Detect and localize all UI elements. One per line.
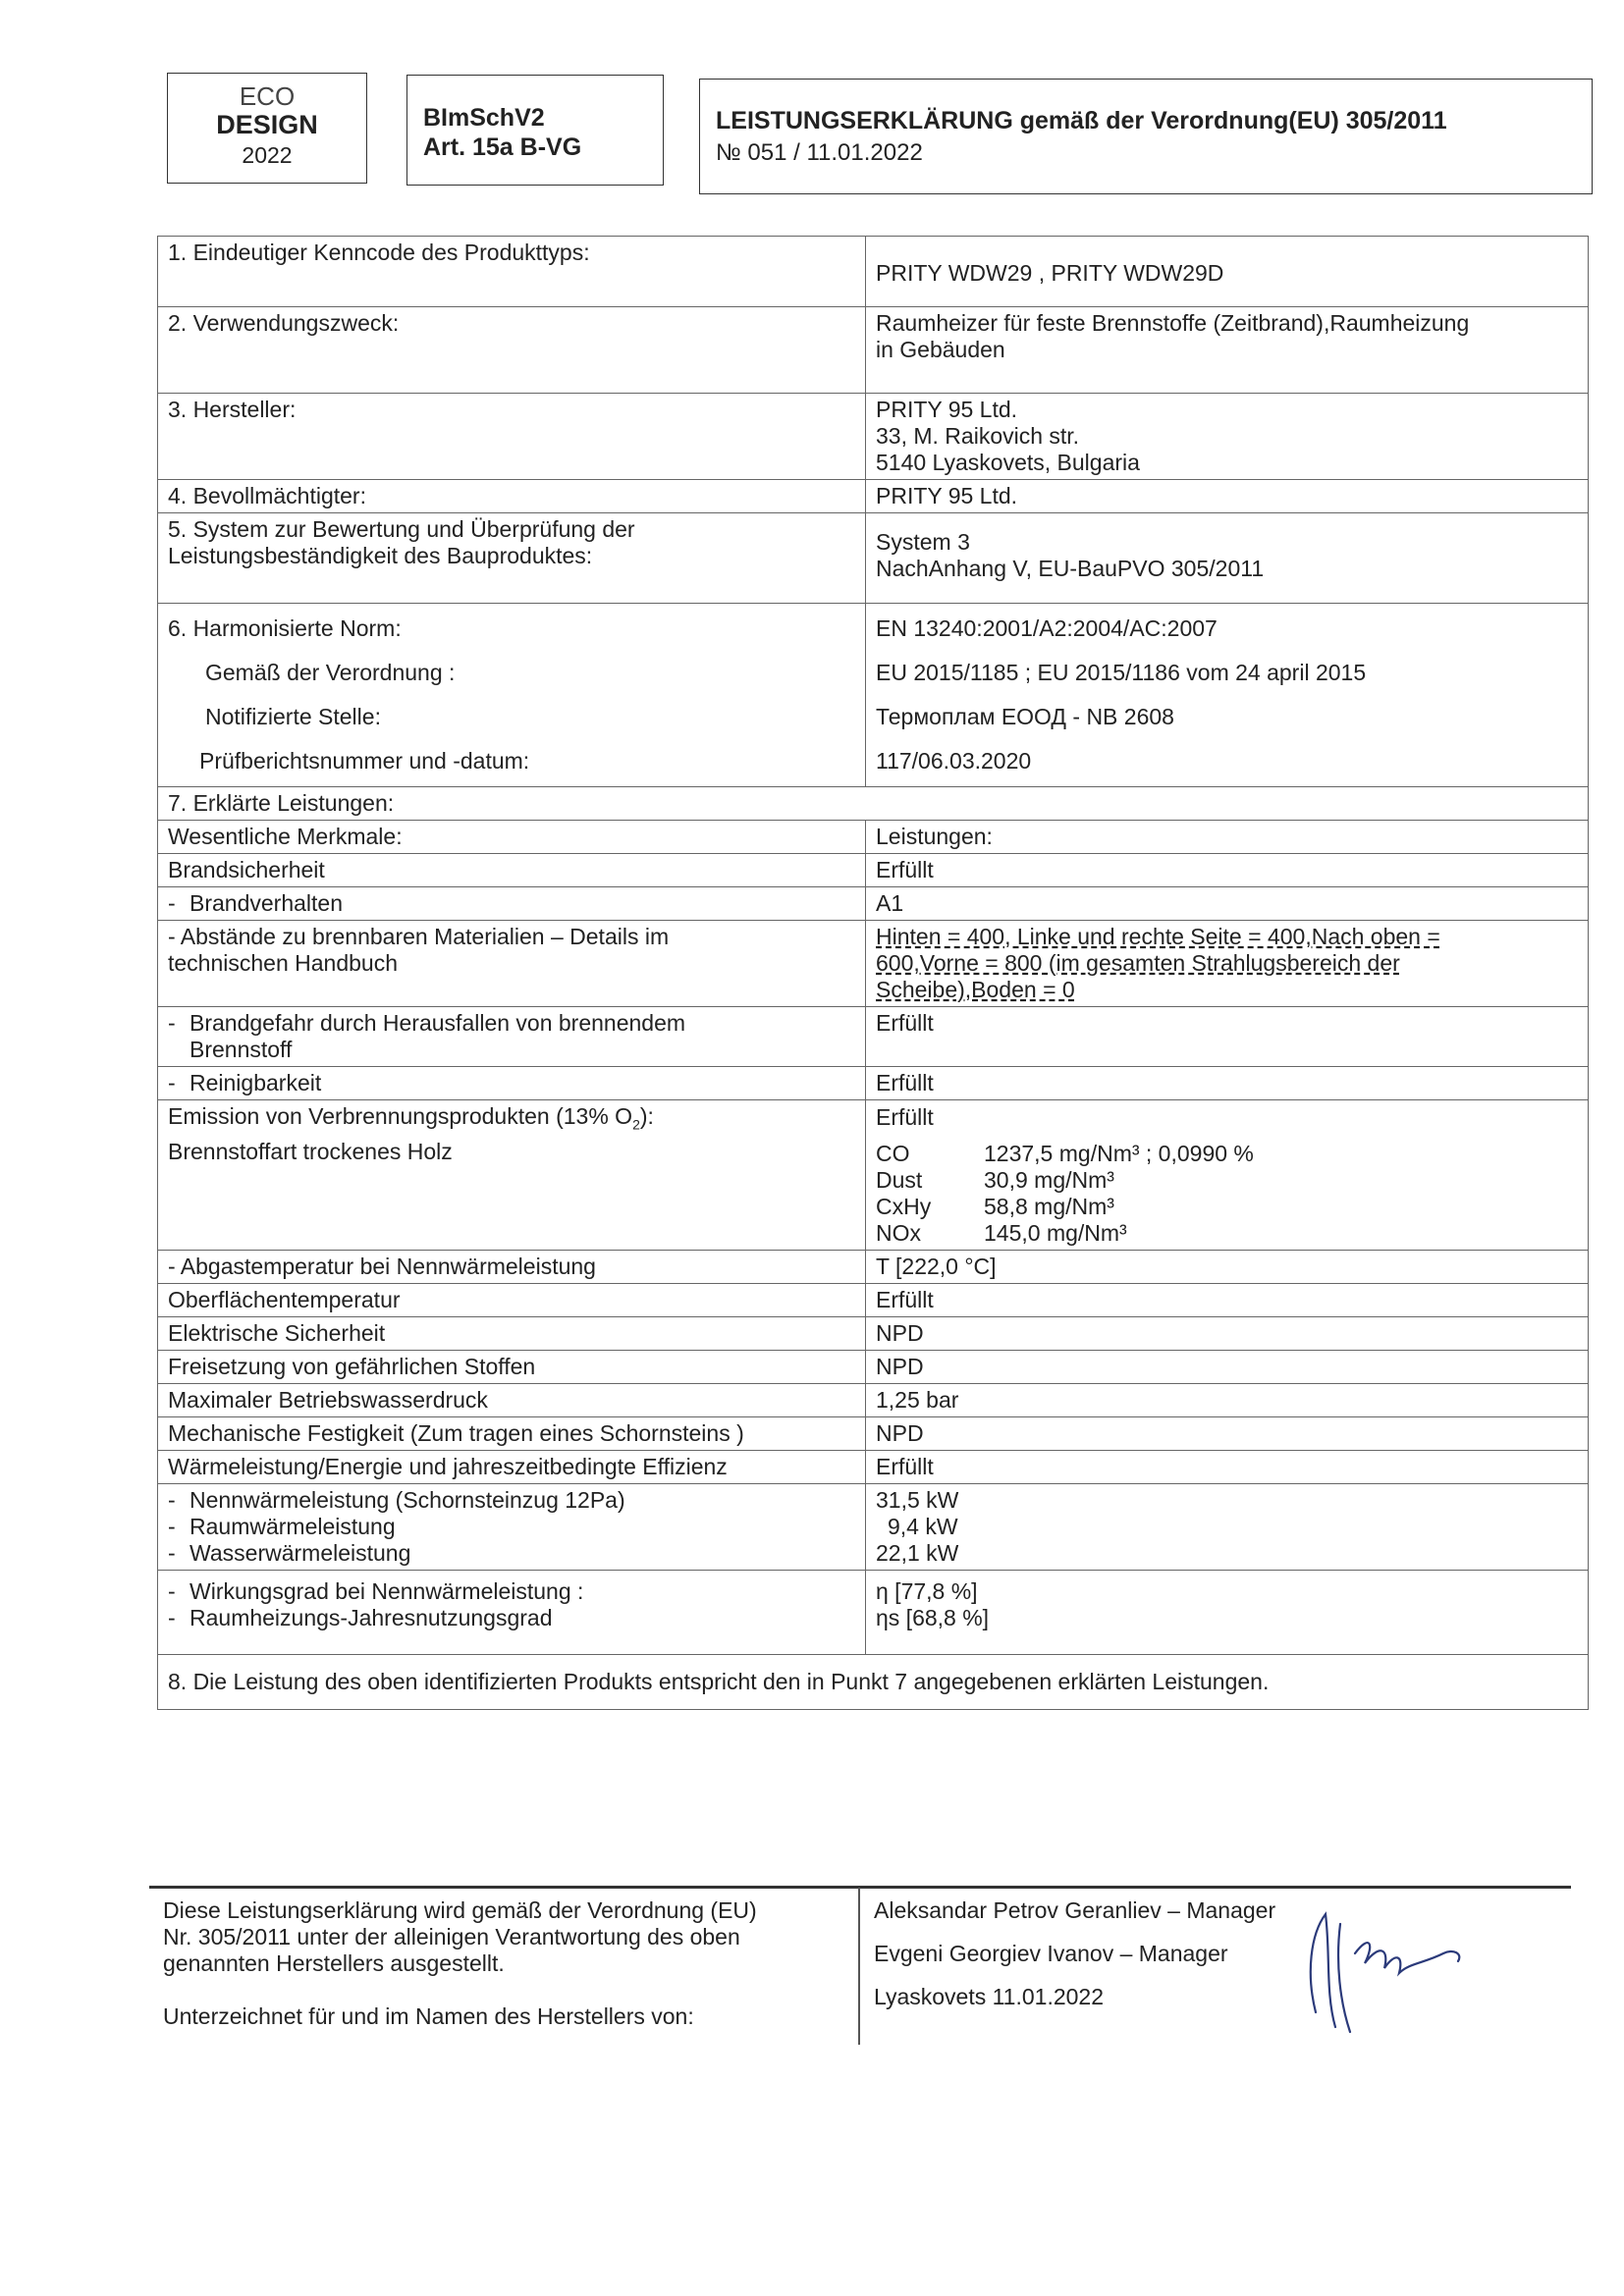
system-value-line2: NachAnhang V, EU-BauPVO 305/2011 — [876, 556, 1265, 581]
emissions-label — [158, 1100, 866, 1251]
cleanability-label: - Reinigbarkeit — [158, 1067, 866, 1100]
value-manufacturer — [866, 394, 1589, 480]
manufacturer-street: 33, M. Raikovich str. — [876, 423, 1080, 449]
water-output-label: Wasserwärmeleistung — [189, 1540, 411, 1566]
row-dangerous-substances — [158, 1351, 1589, 1384]
value-intended-use — [866, 307, 1589, 394]
notified-body-label: Notifizierte Stelle: — [205, 704, 381, 729]
distances-value — [866, 921, 1589, 1007]
signed-on-behalf: Unterzeichnet für und im Namen des Herstellers von: — [163, 2003, 694, 2029]
manufacturer-name: PRITY 95 Ltd. — [876, 397, 1018, 422]
document-title: LEISTUNGSERKLÄRUNG gemäß der Verordnung(EU) 305/2011 — [716, 107, 1447, 134]
footer-signatories — [874, 1897, 1275, 2027]
conformity-statement: 8. Die Leistung des oben identifizierten Produkts entspricht den in Punkt 7 angegebenen erklärten Leistungen. — [158, 1655, 1589, 1710]
room-output-label: Raumwärmeleistung — [189, 1514, 396, 1539]
emissions-label-line1: Emission von Verbrennungsprodukten (13% $O_2$): — [168, 1103, 654, 1133]
system-label-line1: 5. System zur Bewertung und Überprüfung der — [168, 516, 635, 542]
label-system — [158, 513, 866, 604]
document-title-box — [699, 79, 1593, 194]
row-efficiency — [158, 1571, 1589, 1655]
outputs-label: - Nennwärmeleistung (Schornsteinzug 12Pa) - Raumwärmeleistung - Wasserwärmeleistung — [158, 1484, 866, 1571]
row-electrical-safety — [158, 1317, 1589, 1351]
row-heat-output — [158, 1451, 1589, 1484]
distances-label-line1: - Abstände zu brennbaren Materialien – Details im — [168, 924, 670, 949]
norm-value: EN 13240:2001/A2:2004/AC:2007 — [876, 615, 1218, 641]
report-label: Prüfberichtsnummer und -datum: — [199, 748, 530, 774]
fire-safety-label: Brandsicherheit — [158, 854, 866, 887]
emissions-grid — [876, 1141, 1578, 1247]
room-output-value: 9,4 kW — [888, 1514, 958, 1539]
regulation-label: Gemäß der Verordnung : — [205, 660, 456, 685]
distances-value-line1: Hinten = 400, Linke und rechte Seite = 400,Nach oben = — [876, 924, 1440, 949]
value-representative: PRITY 95 Ltd. — [866, 480, 1589, 513]
manager-1: Aleksandar Petrov Geranliev – Manager — [874, 1897, 1276, 1923]
flue-temperature-label: - Abgastemperatur bei Nennwärmeleistung — [158, 1251, 866, 1284]
emissions-status: Erfüllt — [876, 1104, 934, 1130]
dust-label: Dust — [876, 1167, 923, 1193]
header-performance: Leistungen: — [866, 821, 1589, 854]
co-label: CO — [876, 1141, 910, 1166]
eco-text: ECO — [239, 81, 296, 111]
cleanability-value: Erfüllt — [866, 1067, 1589, 1100]
fire-safety-value: Erfüllt — [866, 854, 1589, 887]
footer-rule — [149, 1886, 1571, 1889]
mechanical-strength-label: Mechanische Festigkeit (Zum tragen eines Schornsteins ) — [158, 1417, 866, 1451]
declaration-table — [157, 236, 1589, 1710]
heat-output-value: Erfüllt — [866, 1451, 1589, 1484]
outputs-value — [866, 1484, 1589, 1571]
reaction-to-fire-value: A1 — [866, 887, 1589, 921]
notified-body-value: Термоплам ЕООД - NB 2608 — [876, 704, 1174, 729]
nominal-output-value: 31,5 kW — [876, 1487, 959, 1513]
label-harmonized-norm — [158, 604, 866, 787]
reaction-to-fire-text: Brandverhalten — [189, 890, 343, 916]
regulation-value: EU 2015/1185 ; EU 2015/1186 vom 24 april 2015 — [876, 660, 1367, 685]
fire-hazard-label: - Brandgefahr durch Herausfallen von brennendem Brennstoff — [158, 1007, 866, 1067]
bimschv-badge — [406, 75, 664, 186]
bvg-text: Art. 15a B-VG — [423, 133, 582, 161]
place-date: Lyaskovets 11.01.2022 — [874, 1984, 1104, 2009]
row-emissions — [158, 1100, 1589, 1251]
mechanical-strength-value: NPD — [866, 1417, 1589, 1451]
row-representative — [158, 480, 1589, 513]
cxhy-label: CxHy — [876, 1194, 932, 1219]
year-text: 2022 — [242, 142, 293, 168]
distances-value-line3: Scheibe),Boden = 0 — [876, 977, 1075, 1002]
dangerous-substances-label: Freisetzung von gefährlichen Stoffen — [158, 1351, 866, 1384]
row-intended-use — [158, 307, 1589, 394]
electrical-safety-value: NPD — [866, 1317, 1589, 1351]
header-characteristics: Wesentliche Merkmale: — [158, 821, 866, 854]
label-manufacturer: 3. Hersteller: — [158, 394, 866, 480]
row-mechanical-strength — [158, 1417, 1589, 1451]
efficiency-nominal-label: Wirkungsgrad bei Nennwärmeleistung : — [189, 1578, 584, 1604]
seasonal-efficiency-value: ηs [68,8 %] — [876, 1605, 990, 1630]
fire-hazard-value: Erfüllt — [866, 1007, 1589, 1067]
row-manufacturer — [158, 394, 1589, 480]
footer-statement-line2: Nr. 305/2011 unter der alleinigen Verantwortung des oben — [163, 1924, 740, 1949]
heat-output-label: Wärmeleistung/Energie und jahreszeitbedingte Effizienz — [158, 1451, 866, 1484]
fire-hazard-line2: Brennstoff — [189, 1037, 293, 1062]
water-pressure-value: 1,25 bar — [866, 1384, 1589, 1417]
intended-use-line1: Raumheizer für feste Brennstoffe (Zeitbrand),Raumheizung — [876, 310, 1470, 336]
cxhy-value: 58,8 mg/Nm³ — [984, 1194, 1114, 1219]
efficiency-label: - Wirkungsgrad bei Nennwärmeleistung : - Raumheizungs-Jahresnutzungsgrad — [158, 1571, 866, 1655]
dust-value: 30,9 mg/Nm³ — [984, 1167, 1114, 1193]
cleanability-text: Reinigbarkeit — [189, 1070, 322, 1095]
electrical-safety-label: Elektrische Sicherheit — [158, 1317, 866, 1351]
surface-temperature-label: Oberflächentemperatur — [158, 1284, 866, 1317]
water-output-value: 22,1 kW — [876, 1540, 959, 1566]
row-conformity — [158, 1655, 1589, 1710]
surface-temperature-value: Erfüllt — [866, 1284, 1589, 1317]
seasonal-efficiency-label: Raumheizungs-Jahresnutzungsgrad — [189, 1605, 553, 1630]
value-harmonized-norm — [866, 604, 1589, 787]
co-value: 1237,5 mg/Nm³ ; 0,0990 % — [984, 1141, 1254, 1166]
manager-2: Evgeni Georgiev Ivanov – Manager — [874, 1941, 1228, 1966]
row-declared-performance — [158, 787, 1589, 821]
flue-temperature-value: T [222,0 °C] — [866, 1251, 1589, 1284]
row-surface-temperature — [158, 1284, 1589, 1317]
row-harmonized-norm — [158, 604, 1589, 787]
footer-statement-line3: genannten Herstellers ausgestellt. — [163, 1950, 505, 1976]
value-system — [866, 513, 1589, 604]
emissions-value — [866, 1100, 1589, 1251]
nominal-output-label: Nennwärmeleistung (Schornsteinzug 12Pa) — [189, 1487, 625, 1513]
ecodesign-badge — [167, 73, 367, 184]
label-intended-use: 2. Verwendungszweck: — [158, 307, 866, 394]
value-product-code: PRITY WDW29 , PRITY WDW29D — [866, 237, 1589, 307]
system-value-line1: System 3 — [876, 529, 970, 555]
footer-statement — [163, 1897, 850, 2030]
row-fire-safety — [158, 854, 1589, 887]
fire-hazard-line1: Brandgefahr durch Herausfallen von brennendem — [189, 1010, 686, 1036]
bimschv-text: BImSchV2 — [423, 104, 545, 132]
label-declared-performance: 7. Erklärte Leistungen: — [158, 787, 1589, 821]
label-product-code: 1. Eindeutiger Kenncode des Produkttyps: — [158, 237, 866, 307]
nox-value: 145,0 mg/Nm³ — [984, 1220, 1127, 1246]
row-distances — [158, 921, 1589, 1007]
row-product-code — [158, 237, 1589, 307]
intended-use-line2: in Gebäuden — [876, 337, 1005, 362]
norm-label: 6. Harmonisierte Norm: — [168, 615, 402, 641]
design-text: DESIGN — [216, 110, 318, 139]
distances-label-line2: technischen Handbuch — [168, 950, 398, 976]
water-pressure-label: Maximaler Betriebswasserdruck — [158, 1384, 866, 1417]
dangerous-substances-value: NPD — [866, 1351, 1589, 1384]
label-representative: 4. Bevollmächtigter: — [158, 480, 866, 513]
row-system — [158, 513, 1589, 604]
row-col-headers — [158, 821, 1589, 854]
efficiency-nominal-value: η [77,8 %] — [876, 1578, 978, 1604]
handwritten-signature — [1296, 1895, 1473, 2042]
nox-label: NOx — [876, 1220, 921, 1246]
manufacturer-city: 5140 Lyaskovets, Bulgaria — [876, 450, 1140, 475]
system-label-line2: Leistungsbeständigkeit des Bauproduktes: — [168, 543, 593, 568]
row-outputs — [158, 1484, 1589, 1571]
distances-label — [158, 921, 866, 1007]
document-number: № 051 / 11.01.2022 — [716, 139, 923, 166]
row-cleanability — [158, 1067, 1589, 1100]
row-flue-temperature — [158, 1251, 1589, 1284]
report-value: 117/06.03.2020 — [876, 748, 1032, 774]
emissions-label-line2: Brennstoffart trockenes Holz — [168, 1138, 453, 1164]
row-fire-hazard — [158, 1007, 1589, 1067]
row-reaction-to-fire — [158, 887, 1589, 921]
distances-value-line2: 600,Vorne = 800 (im gesamten Strahlugsbereich der — [876, 950, 1400, 976]
footer-divider — [858, 1888, 860, 2045]
efficiency-value — [866, 1571, 1589, 1655]
footer-statement-line1: Diese Leistungserklärung wird gemäß der Verordnung (EU) — [163, 1897, 757, 1923]
reaction-to-fire-label: - Brandverhalten — [158, 887, 866, 921]
row-water-pressure — [158, 1384, 1589, 1417]
